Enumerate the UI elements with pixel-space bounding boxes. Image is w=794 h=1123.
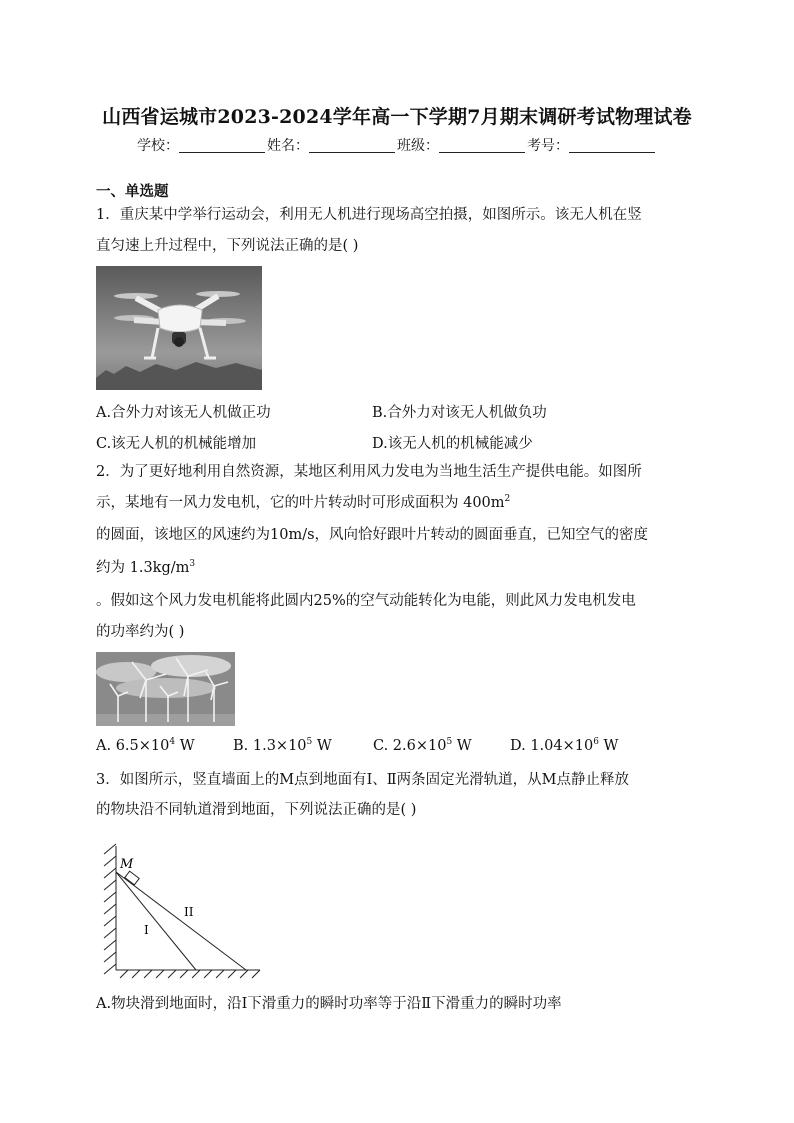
q3-stem-line1: 3．如图所示，竖直墙面上的M点到地面有Ⅰ、Ⅱ两条固定光滑轨道，从M点静止释放 xyxy=(96,772,629,788)
class-blank[interactable] xyxy=(439,138,525,153)
q1-option-c[interactable]: C.该无人机的机械能增加 xyxy=(96,436,257,452)
q1-stem-line2: 直匀速上升过程中，下列说法正确的是( ) xyxy=(96,238,359,254)
track-2-label: II xyxy=(184,905,194,919)
school-label: 学校： xyxy=(137,138,179,154)
q1-stem-line1: 1．重庆某中学举行运动会，利用无人机进行现场高空拍摄，如图所示。该无人机在竖 xyxy=(96,207,642,223)
q2-stem-line5: 。假如这个风力发电机能将此圆内25%的空气动能转化为电能，则此风力发电机发电 xyxy=(96,593,636,609)
q2-option-d[interactable]: D. $1.04\times 10^6$ W xyxy=(510,737,619,754)
point-m-label: M xyxy=(120,857,134,872)
wind-turbine-photo xyxy=(96,652,235,726)
drone-photo xyxy=(96,266,262,390)
q1-option-b[interactable]: B.合外力对该无人机做负功 xyxy=(372,405,547,421)
q2-option-c[interactable]: C. $2.6\times 10^5$ W xyxy=(373,737,472,754)
number-blank[interactable] xyxy=(569,138,655,153)
q2-option-a[interactable]: A. $6.5\times 10^4$ W xyxy=(96,737,195,754)
section-title: 一、单选题 xyxy=(96,183,169,200)
q2-stem-line4: 约为 $1.3kg/m^3$ xyxy=(96,559,196,576)
track-1-label: I xyxy=(144,923,149,937)
q2-stem-line1: 2．为了更好地利用自然资源，某地区利用风力发电为当地生活生产提供电能。如图所 xyxy=(96,464,642,480)
name-label: 姓名： xyxy=(267,138,309,154)
q2-option-b[interactable]: B. $1.3\times 10^5$ W xyxy=(233,737,332,754)
q3-option-a[interactable]: A.物块滑到地面时，沿Ⅰ下滑重力的瞬时功率等于沿Ⅱ下滑重力的瞬时功率 xyxy=(96,996,562,1012)
q3-stem-line2: 的物块沿不同轨道滑到地面，下列说法正确的是( ) xyxy=(96,802,417,818)
q1-option-a[interactable]: A.合外力对该无人机做正功 xyxy=(96,405,271,421)
q2-stem-line3: 的圆面，该地区的风速约为10m/s，风向恰好跟叶片转动的圆面垂直，已知空气的密度 xyxy=(96,527,649,543)
number-label: 考号： xyxy=(527,138,569,154)
q2-stem-line6: 的功率约为( ) xyxy=(96,624,185,640)
q2-stem-line2: 示，某地有一风力发电机，它的叶片转动时可形成面积为 $400m^2$ xyxy=(96,494,511,511)
q1-option-d[interactable]: D.该无人机的机械能减少 xyxy=(372,436,533,452)
school-blank[interactable] xyxy=(179,138,265,153)
incline-tracks-diagram xyxy=(100,842,265,980)
name-blank[interactable] xyxy=(309,138,395,153)
exam-title: 山西省运城市2023-2024学年高一下学期7月期末调研考试物理试卷 xyxy=(102,106,692,128)
class-label: 班级： xyxy=(397,138,439,154)
student-info-row xyxy=(0,135,794,155)
